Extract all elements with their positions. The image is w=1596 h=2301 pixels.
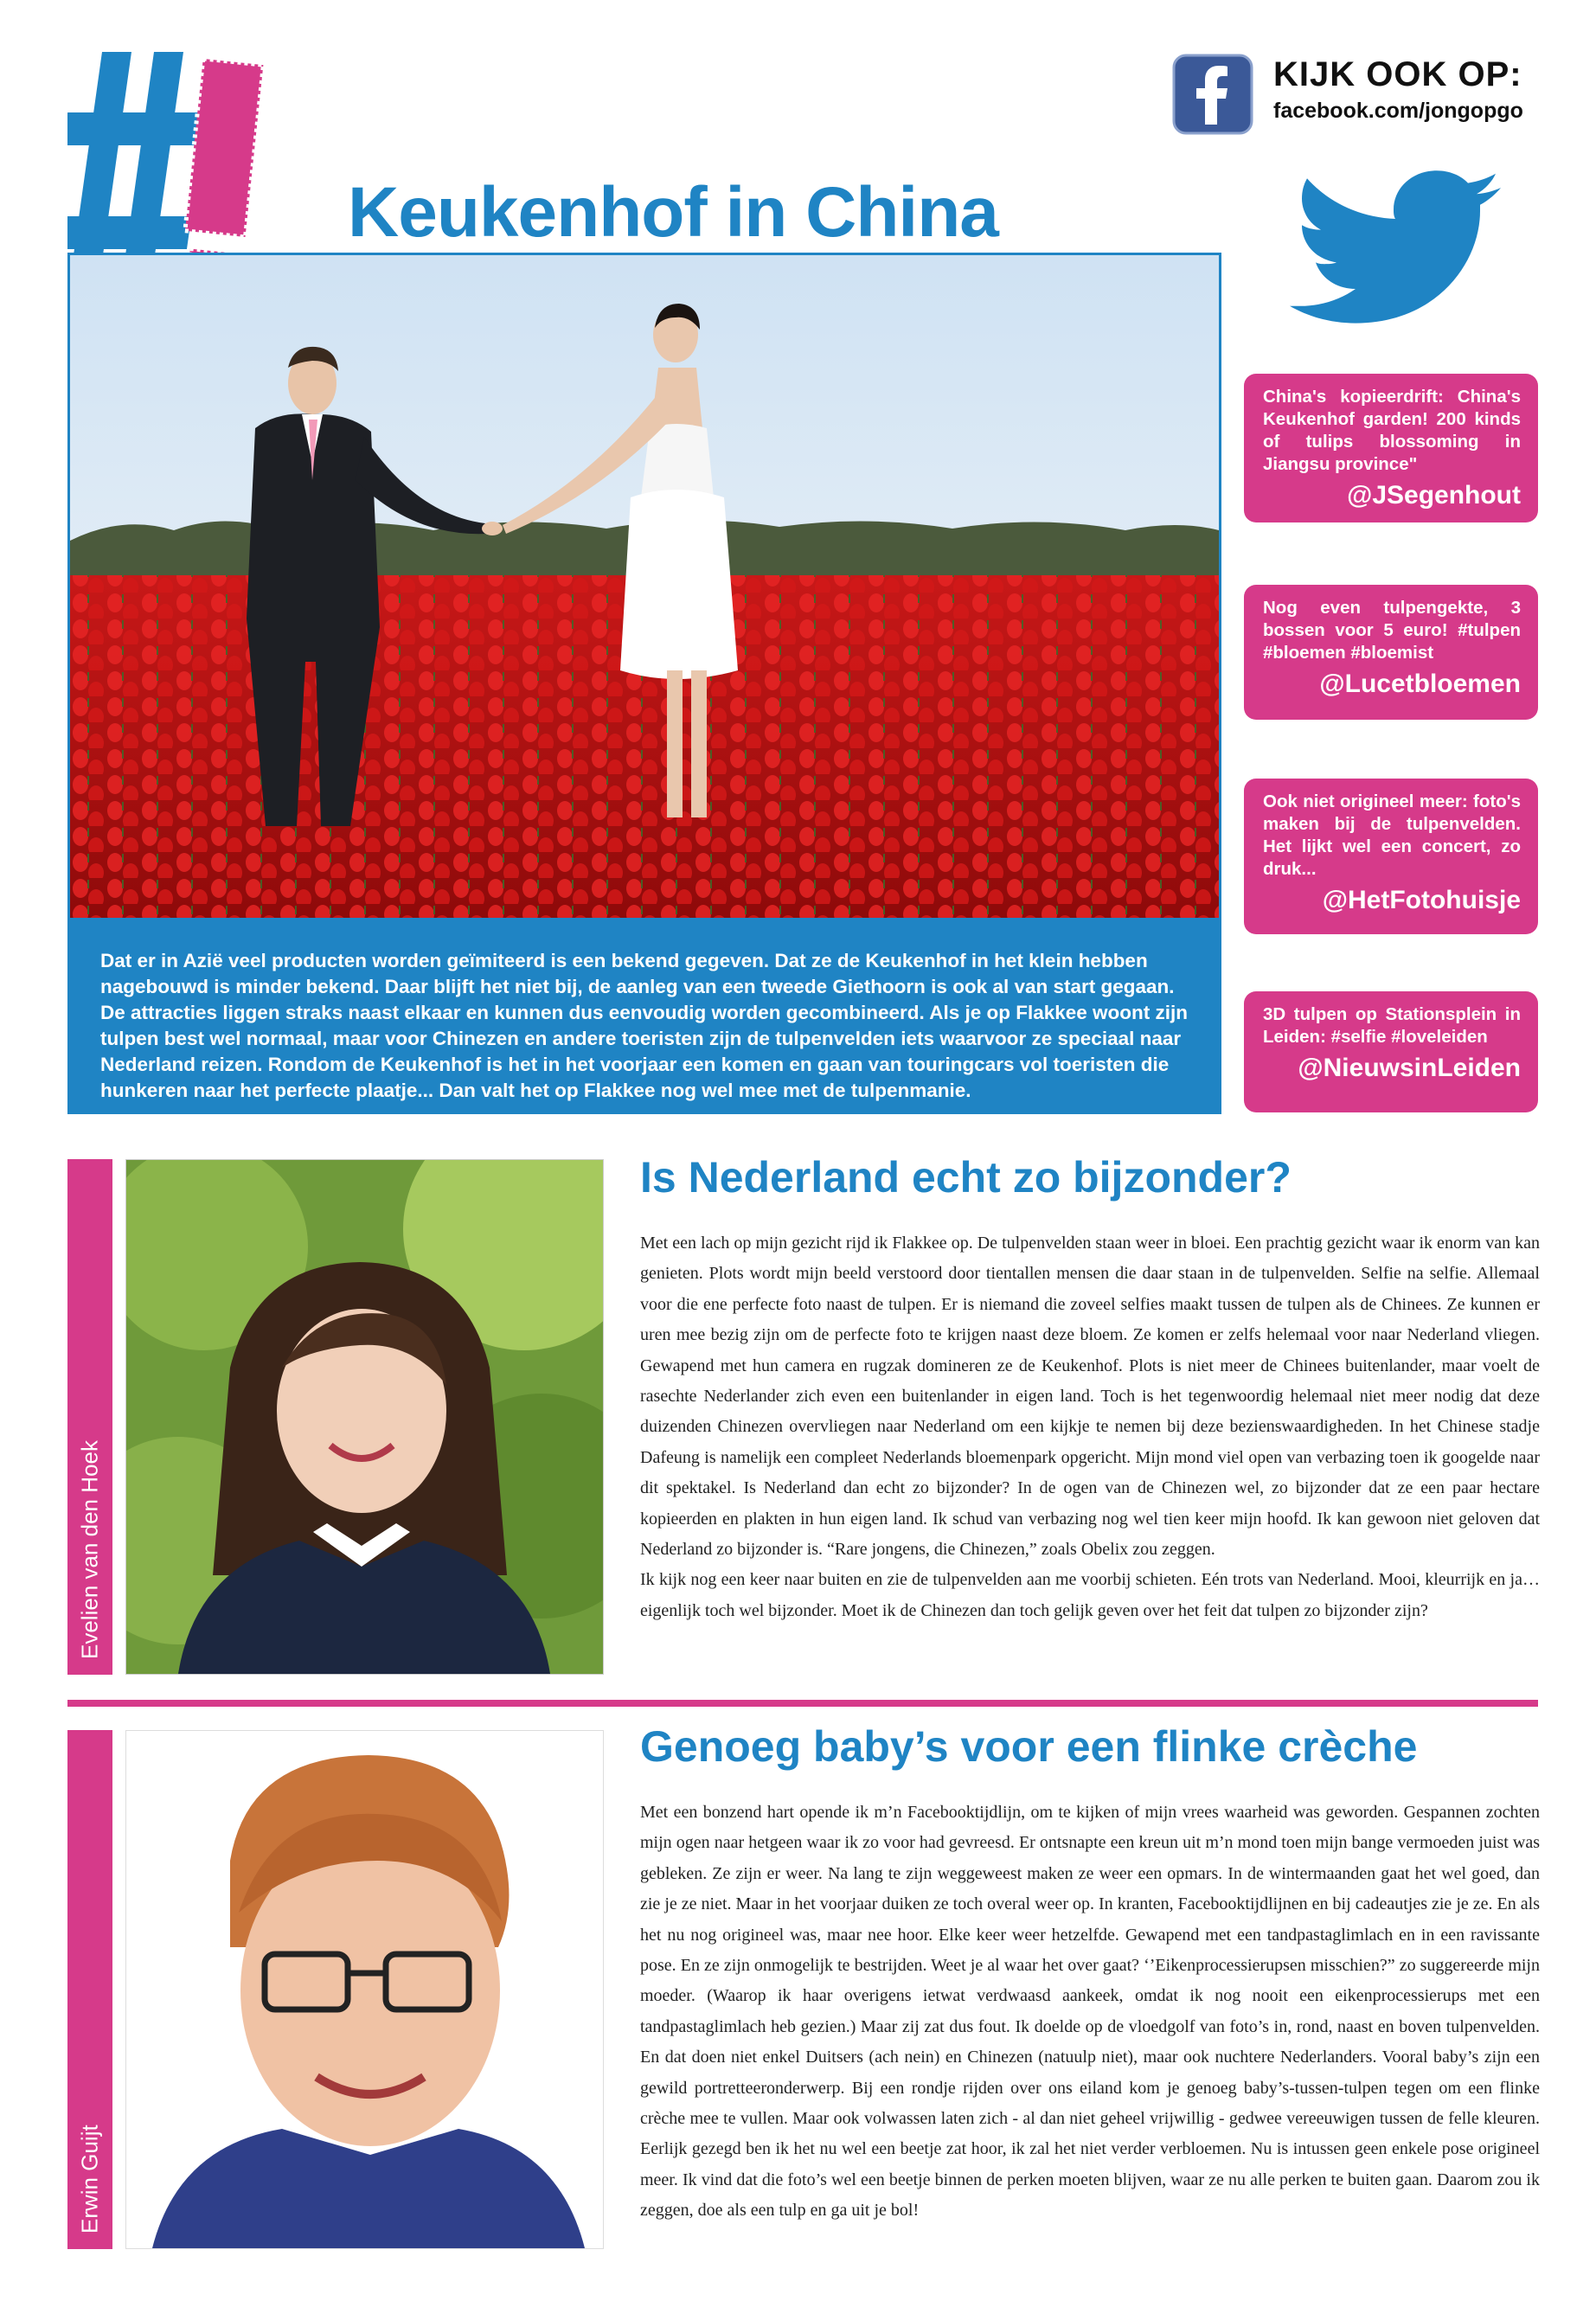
tweet-card [1244,585,1538,720]
intro-text-box [67,920,1221,1114]
twitter-bird-icon [1285,164,1505,329]
facebook-callout-title: KIJK OOK OP: [1273,55,1522,93]
article-body [640,1228,1540,1626]
author-portrait-photo [125,1730,604,2249]
tweet-card [1244,779,1538,934]
article-paragraph: Ik kijk nog een keer naar buiten en zie de tulpenvelden aan me voorbij schieten. Eén trots van Nederland. Mooi, kleurrijk en ja… eigenlijk toch wel bijzonder. Moet ik de Chinezen dan toch gelijk geven over het feit dat tulpen zo bijzonder zijn? [640,1570,1540,1620]
tweet-text: Ook niet origineel meer: foto's maken bij de tulpenvelden. Het lijkt wel een concert, zo druk... [1263,792,1521,879]
tweet-handle[interactable]: @HetFotohuisje [1322,886,1521,914]
tweet-card [1244,991,1538,1112]
tweet-handle[interactable]: @Lucetbloemen [1319,670,1521,698]
tweet-text: 3D tulpen op Stationsplein in Leiden: #selfie #loveleiden [1263,1004,1521,1047]
author-name-bar: Erwin Guijt [67,1730,112,2249]
section-divider [67,1700,1538,1707]
page-title: Keukenhof in China [348,173,998,252]
tweet-card [1244,374,1538,522]
tweet-handle[interactable]: @JSegenhout [1347,481,1521,510]
article-paragraph: Met een bonzend hart opende ik m’n Facebooktijdlijn, om te kijken of mijn vrees waarheid was geworden. Gespannen zochten mijn ogen naar hetgeen waar ik zo voor had gevreesd. Er ontsnapte een kreun uit m’n mond toen mijn bange vermoeden juist was gebleken. Ze zijn er weer. Na lang te zijn weggeweest maken ze weer een opmars. In de wintermaanden gaat het wel goed, dan zie je ze niet. Maar in het voorjaar duiken ze toch overal weer op. In kranten, Facebooktijdlijnen en bij cadeautjes zie je ze. En als het nu nog origineel was, maar nee hoor. Elke keer weer hetzelfde. Gewapend met een tandpastaglimlach en in een ravissante pose. En ze zijn onmogelijk te bestrijden. Weet je al waar het over gaat? ‘’Eikenprocessierupsen misschien?” zo suggereerde mijn moeder. (Waarop ik haar overigens ietwat verdwaasd aankeek, omdat ik nog nooit een eikenprocessierups met een tandpastaglimlach heb gezien.) Maar zij zat dus fout. Ik doelde op de vloedgolf van foto’s in, rond, naast en boven tulpenvelden. En dat doen niet enkel Duitsers (ach nein) en Chinezen (natuulp niet), maar ook nuchtere Nederlanders. Vooral baby’s zijn een gewild portretteeronderwerp. Bij een rondje rijden over ons eiland kom je genoeg baby’s-tussen-tulpen tegen om een flinke crèche mee te vullen. Maar ook volwassen laten zich - al dan niet geheel vrijwillig - gedwee vereeuwigen tussen de felle kleuren. Eerlijk gezegd ben ik het nu wel een beetje zat hoor, ik zal het niet verder verbloemen. Nu is intussen geen enkele pose origineel meer. Ik vind dat die foto’s wel een beetje binnen de perken moeten blijven, waar ze nu alle perken te buiten gaan. Daarom zou ik zeggen, doe als een tulp en ga uit je bol! [640,1803,1540,2221]
facebook-url-link[interactable]: facebook.com/jongopgo [1273,99,1523,123]
tweet-handle[interactable]: @NieuwsinLeiden [1298,1054,1521,1082]
article-title: Genoeg baby’s voor een flinke crèche [640,1722,1418,1771]
article-paragraph: Met een lach op mijn gezicht rijd ik Flakkee op. De tulpenvelden staan weer in bloei. Een prachtig gezicht waar ik enorm van kan genieten. Plots wordt mijn beeld verstoord door tientallen mensen die daar staan in de tulpenvelden. Selfie na selfie. Allemaal voor die ene perfecte foto naast de tulpen. Er is niemand die zoveel selfies maakt tussen de tulpen als de Chinees. Ze kunnen er uren mee bezig zijn om de perfecte foto te krijgen naast deze bloem. Ze komen er zelfs helemaal voor naar Nederland vliegen. Gewapend met hun camera en rugzak domineren ze de Keukenhof. Plots is niet meer de Chinees buitenlander, maar voelt de rasechte Nederlander zich even een buitenlander in eigen land. Toch is het tegenwoordig helemaal niet meer nodig dat deze duizenden Chinezen overvliegen naar Nederland om een kijkje te nemen bij deze bezienswaardigheden. In het Chinese stadje Dafeung is namelijk een compleet Nederlands bloemenpark opgericht. Mijn mond viel open van verbazing toen ik googelde naar dit spektakel. Is Nederland dan echt zo bijzonder? In de ogen van de Chinezen wel, zo bijzonder dat ze een paar hectare kopieerden en plakten in hun eigen land. Ik schud van verbazing nog wel tien keer mijn hoofd. Ik kan gewoon niet geloven dat Nederland zo bijzonder is. “Rare jongens, die Chinezen,” zoals Obelix zou zeggen. [640,1234,1540,1560]
tweet-text: China's kopieerdrift: China's Keukenhof garden! 200 kinds of tulips blossoming in Jiangsu province" [1263,387,1521,474]
hero-photo-tulip-field-couple [67,253,1221,920]
author-portrait-photo [125,1159,604,1675]
article-body [640,1798,1540,2227]
author-name-bar: Evelien van den Hoek [67,1159,112,1675]
article-title: Is Nederland echt zo bijzonder? [640,1153,1292,1202]
facebook-icon[interactable] [1172,54,1253,135]
tweet-text: Nog even tulpengekte, 3 bossen voor 5 euro! #tulpen #bloemen #bloemist [1263,598,1521,663]
intro-paragraph: Dat er in Azië veel producten worden geïmiteerd is een bekend gegeven. Dat ze de Keukenhof in het klein hebben nagebouwd is minder bekend. Daar blijft het niet bij, de aanleg van een tweede Giethoorn is ook al van start gegaan. De attracties liggen straks naast elkaar en kunnen dus eenvoudig worden gecombineerd. Als je op Flakkee woont zijn tulpen best wel normaal, maar voor Chinezen en andere toeristen zijn de tulpenvelden iets waarvoor ze speciaal naar Nederland reizen. Rondom de Keukenhof is het in het voorjaar een komen en gaan van touringcars vol toeristen die hunkeren naar het perfecte plaatje... Dan valt het op Flakkee nog wel mee met de tulpenmanie. [100,950,1189,1101]
